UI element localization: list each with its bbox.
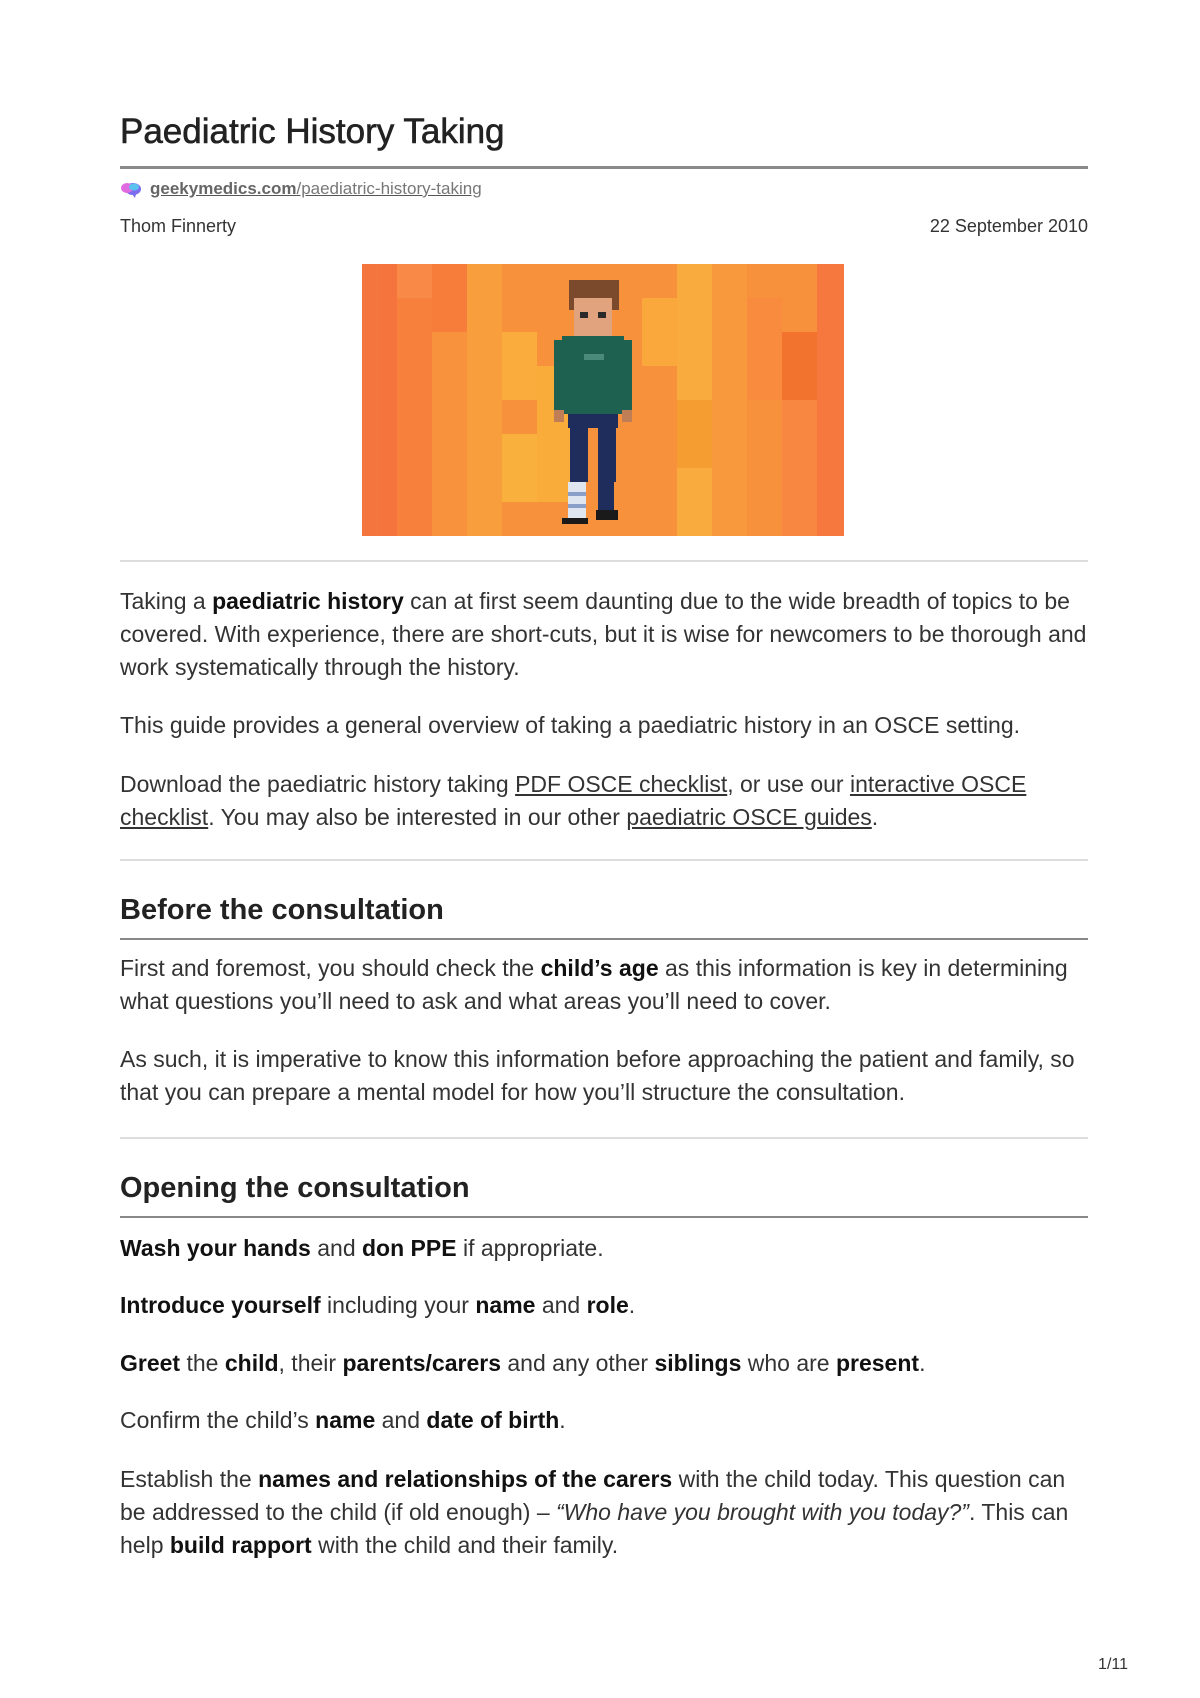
opening-paragraph-5: Establish the names and relationships of the carers with the child today. This question can be addressed to the child (if old enough) – “Who have you brought with you today?”. This can help build rapport with the child and their family. [120,1466,1069,1558]
opening-paragraph-3: Greet the child, their parents/carers and any other siblings who are present. [120,1350,926,1376]
pdf-osce-checklist-link[interactable]: PDF OSCE checklist [515,771,728,797]
opening-consultation-heading: Opening the consultation [120,1172,470,1204]
intro-paragraph-2: This guide provides a general overview of taking a paediatric history in an OSCE setting. [120,712,1021,738]
page-title: Paediatric History Taking [120,112,505,151]
hero-pixel-art-image [362,264,844,536]
before-consultation-heading: Before the consultation [120,894,444,926]
source-url-link[interactable] [150,179,482,199]
section-divider [120,560,1088,562]
page-number: 1/11 [1098,1656,1128,1673]
article-meta [120,216,1088,237]
opening-paragraph-1: Wash your hands and don PPE if appropriate. [120,1235,604,1261]
title-divider [120,166,1088,169]
section-divider [120,1137,1088,1139]
interactive-osce-checklist-link[interactable]: interactive OSCE checklist [120,771,1027,830]
heading-underline [120,938,1088,940]
intro-paragraph-1: Taking a paediatric history can at first seem daunting due to the wide breadth of topics to be covered. With experience, there are short-cuts, but it is wise for newcomers to be thorough and work systematically through the history. [120,588,1087,680]
source-link-row [120,178,482,200]
geekymedics-brain-icon [120,178,142,200]
paediatric-osce-guides-link[interactable]: paediatric OSCE guides [626,804,872,830]
source-domain: geekymedics.com [150,179,297,198]
before-paragraph-1: First and foremost, you should check the child’s age as this information is key in determining what questions you’ll need to ask and what areas you’ll need to cover. [120,955,1068,1014]
publish-date: 22 September 2010 [929,216,1088,236]
intro-paragraph-3: Download the paediatric history taking PDF OSCE checklist, or use our interactive OSCE checklist. You may also be interested in our other paediatric OSCE guides. [120,771,1027,830]
heading-underline [120,1216,1088,1218]
source-path: /paediatric-history-taking [296,179,482,198]
author: Thom Finnerty [120,216,237,236]
section-divider [120,859,1088,861]
before-paragraph-2: As such, it is imperative to know this information before approaching the patient and family, so that you can prepare a mental model for how you’ll structure the consultation. [120,1046,1075,1105]
opening-paragraph-2: Introduce yourself including your name and role. [120,1292,636,1318]
opening-paragraph-4: Confirm the child’s name and date of birth. [120,1407,566,1433]
